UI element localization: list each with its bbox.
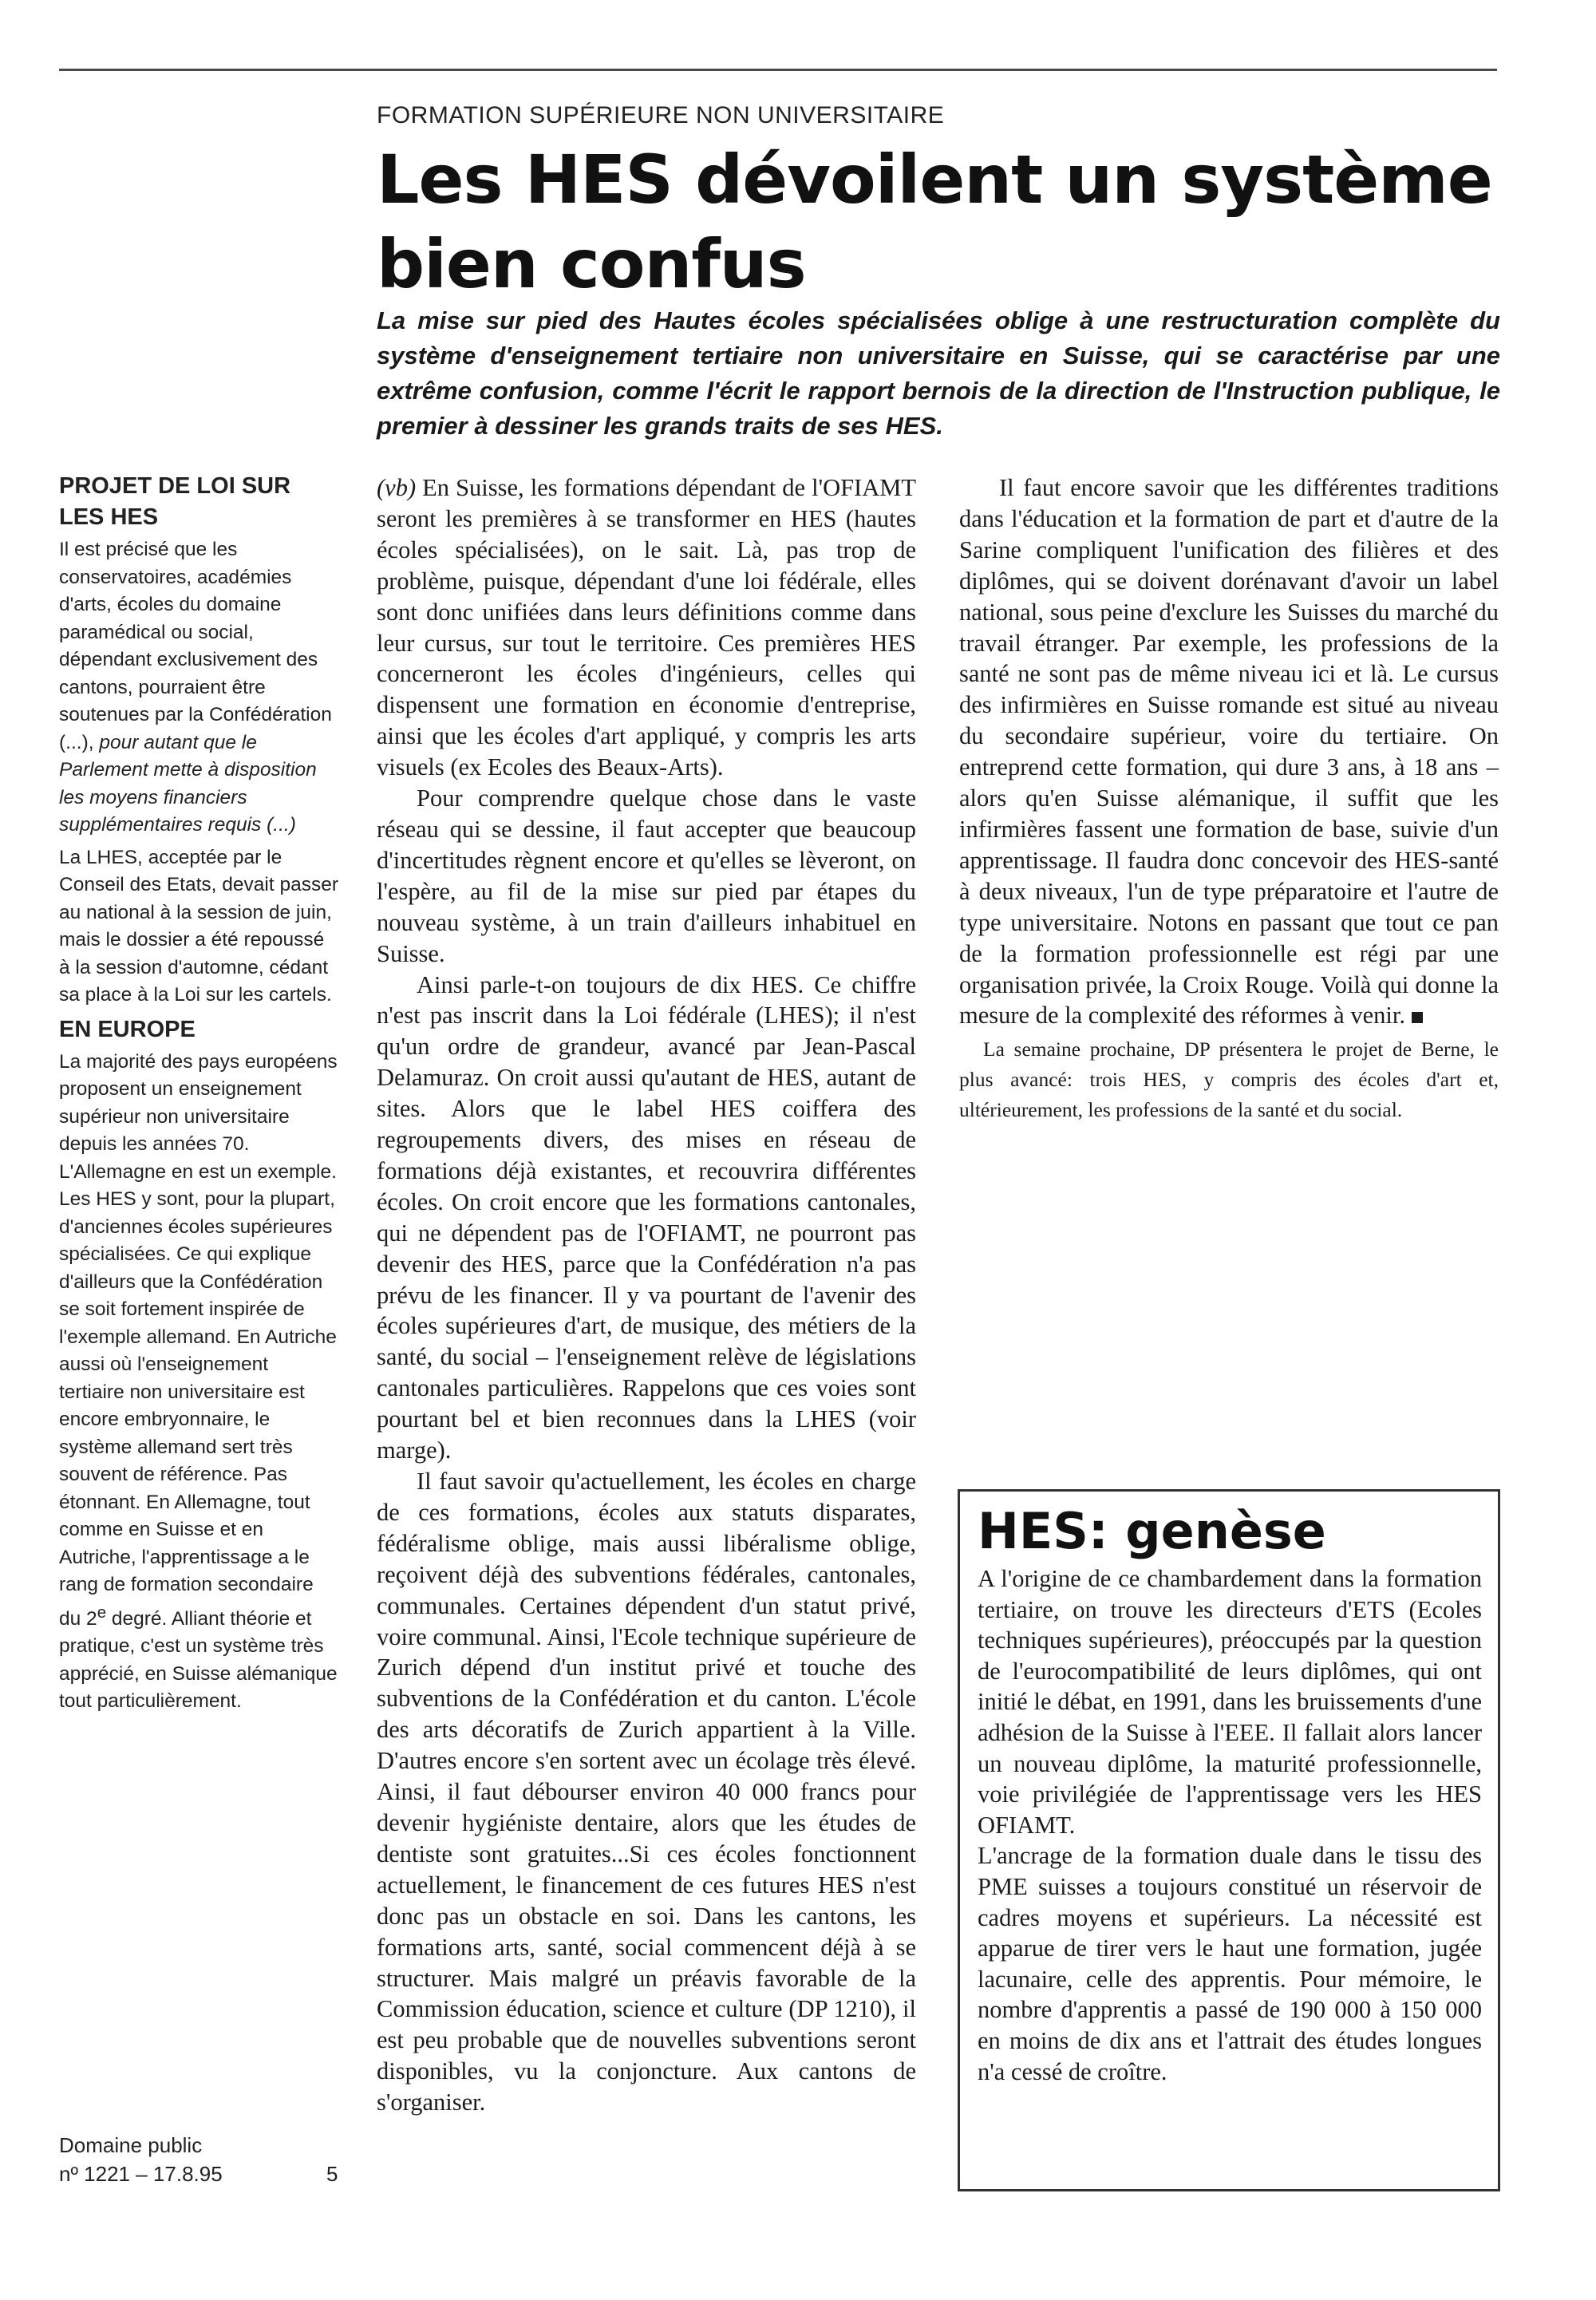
headline-line-2: bien confus xyxy=(377,225,806,303)
article-text: En Suisse, les formations dépendant de l'OFIAMT seront les premières à se transformer en HES (hautes écoles spécialisées), on le sait. Là, pas trop de problème, puisque, dépendant d'une loi fédérale, elles sont donc unifiées dans leurs définitions comme dans leur cursus, sur tout le territoire. Ces premières HES concerneront les écoles d'ingénieurs, celles qui dispensent une formation en économie d'entreprise, ainsi que les écoles d'art appliqué, y compris les arts visuels (ex Ecoles des Beaux-Arts). xyxy=(377,474,916,781)
top-rule xyxy=(59,69,1497,71)
sidebar-italic-text: pour autant que le Parlement mette à disposition les moyens financiers supplémentaires requis (...) xyxy=(59,731,317,836)
article-paragraph: Ainsi parle-t-on toujours de dix HES. Ce chiffre n'est pas inscrit dans la Loi fédérale (LHES); il n'est qu'un ordre de grandeur, avancé par Jean-Pascal Delamuraz. On croit aussi qu'autant de HES, autant de sites. Alors que le label HES coiffera des regroupements divers, des mises en réseau de formations déjà existantes, et recouvrira différentes écoles. On croit encore que les formations cantonales, qui ne dépendent pas de l'OFIAMT, ne pourront pas devenir des HES, parce que la Confédération n'a pas prévu de les financer. Il y va pourtant de l'avenir des écoles supérieures d'art, de musique, des métiers de la santé, du social – l'enseignement relève de législations cantonales particulières. Rappelons que ces voies sont pourtant bel et bien reconnues dans la LHES (voir marge). xyxy=(377,970,916,1464)
genesis-box xyxy=(958,1489,1500,2191)
lead-paragraph: La mise sur pied des Hautes écoles spécialisées oblige à une restructuration complète du système d'enseignement tertiaire non universitaire en Suisse, qui se caractérise par une extrême confusion, comme l'écrit le rapport bernois de la direction de l'Instruction publique, le premier à dessiner les grands traits de ses HES. xyxy=(377,306,1500,440)
article-text: Il faut encore savoir que les différentes traditions dans l'éducation et la formation de part et d'autre de la Sarine compliquent l'unification des filières et des diplômes, qui se doivent dorénavant d'avoir un label national, sous peine d'exclure les Suisses du marché du travail étranger. Par exemple, les professions de la santé ne sont pas de même niveau ici et là. Le cursus des infirmières en Suisse romande est situé au niveau du secondaire supérieur, voire du tertiaire. On entreprend cette formation, qui dure 3 ans, à 18 ans – alors qu'en Suisse alémanique, il suffit que les infirmières fassent une formation de base, suivie d'un apprentissage. Il faudra donc concevoir des HES-santé à deux niveaux, l'un de type préparatoire et l'autre de type universitaire. Notons en passant que tout ce pan de la formation professionnelle est régi par une organisation privée, la Croix Rouge. Voilà qui donne la mesure de la complexité des réformes à venir. xyxy=(959,474,1499,1029)
sidebar-paragraph: La LHES, acceptée par le Conseil des Etats, devait passer au national à la session de juin, mais le dossier a été repoussé à la session d'automne, cédant sa place à la Loi sur les cartels. xyxy=(59,846,338,1006)
article-paragraph xyxy=(377,472,916,783)
sidebar-text: degré. Alliant théorie et pratique, c'est un système très apprécié, en Suisse alémanique tout particulièrement. xyxy=(59,1607,338,1713)
author-initials: (vb) xyxy=(377,474,417,501)
kicker: FORMATION SUPÉRIEURE NON UNIVERSITAIRE xyxy=(377,102,945,128)
end-of-article-icon xyxy=(1412,1012,1423,1023)
sidebar-text: Il est précisé que les conservatoires, académies d'arts, écoles du domaine paramédical ou social, dépendant exclusivement des cantons, pourraient être soutenues par la Confédération (...), xyxy=(59,539,332,753)
editor-note: La semaine prochaine, DP présentera le projet de Berne, le plus avancé: trois HES, y compris des écoles d'art et, ultérieurement, les professions de la santé et du social. xyxy=(959,1037,1499,1122)
sidebar-paragraph xyxy=(59,1049,338,1716)
article-paragraph xyxy=(959,472,1499,1031)
sidebar-paragraph xyxy=(59,536,338,840)
headline-line-1: Les HES dévoilent un système xyxy=(377,140,1492,219)
sidebar-text: La majorité des pays européens proposent un enseignement supérieur non universitaire depuis les années 70. L'Allemagne en est un exemple. Les HES y sont, pour la plupart, d'anciennes écoles supérieures spécialisées. Ce qui explique d'ailleurs que la Confédération se soit fortement inspirée de l'exemple allemand. En Autriche aussi où l'enseignement tertiaire non universitaire est encore embryonnaire, le système allemand sert très souvent de référence. Pas étonnant. En Allemagne, tout comme en Suisse et en Autriche, l'apprentissage a le rang de formation secondaire du 2 xyxy=(59,1050,338,1630)
article-column-1 xyxy=(377,472,916,2118)
box-title: HES: genèse xyxy=(978,1502,1326,1560)
sidebar-margin xyxy=(59,471,338,1721)
page-number: 5 xyxy=(326,2162,338,2186)
publication-name: Domaine public xyxy=(59,2133,203,2157)
box-paragraph: L'ancrage de la formation duale dans le tissu des PME suisses a toujours constitué un réservoir de cadres moyens et supérieurs. La nécessité est apparue de tirer vers le haut une formation, jugée lacunaire, celle des apprentis. Pour mémoire, le nombre d'apprentis a passé de 190 000 à 150 000 en moins de dix ans et l'attrait des études longues n'a cessé de croître. xyxy=(978,1842,1482,2085)
sidebar-title-law: PROJET DE LOI SUR LES HES xyxy=(59,473,291,530)
article-column-2 xyxy=(959,472,1499,1125)
headline xyxy=(377,137,1494,306)
issue-number: nº 1221 – 17.8.95 xyxy=(59,2162,223,2186)
page-footer xyxy=(59,2131,346,2188)
article-paragraph: Pour comprendre quelque chose dans le vaste réseau qui se dessine, il faut accepter que beaucoup d'incertitudes règnent encore et qu'elles se lèveront, on l'espère, au fil de la mise sur pied par étapes du nouveau système, à un train d'ailleurs inhabituel en Suisse. xyxy=(377,784,916,967)
box-paragraph: A l'origine de ce chambardement dans la formation tertiaire, on trouve les directeurs d'ETS (Ecoles techniques supérieures), préoccupés par la question de l'eurocompatibilité de leurs diplômes, qui ont initié le débat, en 1991, dans les bruissements d'une adhésion de la Suisse à l'EEE. Il fallait alors lancer un nouveau diplôme, la maturité professionnelle, voie privilégiée de l'apprentissage vers les HES OFIAMT. xyxy=(978,1565,1482,1839)
sidebar-title-europe: EN EUROPE xyxy=(59,1016,196,1042)
article-paragraph: Il faut savoir qu'actuellement, les écoles en charge de ces formations, écoles aux statuts disparates, fédéralisme oblige, mais aussi libéralisme oblige, reçoivent déjà des subventions fédérales, cantonales, communales. Certaines dépendent d'un statut privé, voire communal. Ainsi, l'Ecole technique supérieure de Zurich dépend d'un institut privé et touche des subventions de la Confédération et du canton. L'école des arts décoratifs de Zurich appartient à la Ville. D'autres encore s'en sortent avec un écolage très élevé. Ainsi, il faut débourser environ 40 000 francs pour devenir hygiéniste dentaire, alors que les études de dentiste sont gratuites...Si ces écoles fonctionnent actuellement, le financement de ces futures HES n'est donc pas un obstacle en soi. Dans les cantons, les formations arts, santé, social commencent déjà à se structurer. Mais malgré un préavis favorable de la Commission éducation, science et culture (DP 1210), il est peu probable que de nouvelles subventions seront disponibles, vu la conjoncture. Aux cantons de s'organiser. xyxy=(377,1468,916,2116)
sidebar-superscript: e xyxy=(97,1603,107,1622)
